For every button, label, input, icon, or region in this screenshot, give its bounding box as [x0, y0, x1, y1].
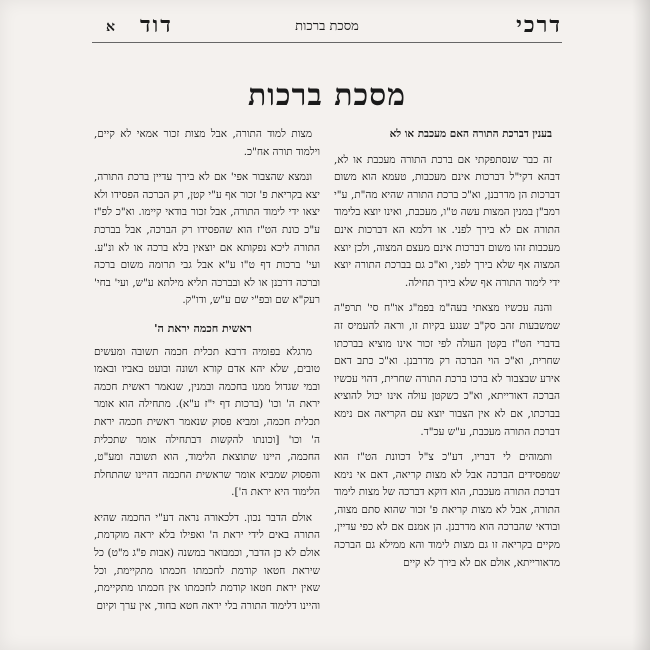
paragraph: ותמוהים לי דבריו, דע"כ צ"ל דכוונת הט"ז הוא שמפסידים הברכה אבל לא מצות קריאה, דאם אי נימא דברכת התורה מעכבת, הוא דוקא דברכה של מצות לימוד התורה, אבל לא מצות קריאת פ' זכור שהוא סתם מצוה, ובודאי שהברכה הוא מדרבנן. הן אמנם אם לא כפי עדיין, מקיים בקריאה זו גם מצות לימוד והא ממילא גם הברכה מדאורייתא, אולם אם לא בירך לא קיים [334, 451, 560, 569]
paragraph: והנה עכשיו מצאתי בעה"מ בפמ"ג או"ח סי' תרפ"ה שמשבעות זהב סק"ב שנגע בקיות זו, וראה להעמיס זה בדברי הט"ז בקטן העולה לפי זכור אינו מוציא בברכתו שחרית, וא"כ הוי הברכה רק מדרבנן. וא"כ כתב דאם אירע שבצבור לא ברכו ברכת התורה שחרית, דהוי עכשיו הברכה דאורייתא, וא"כ כשקטן עולה אינו יכול להוציא בברכתו, אם לא אין הצבור יוצא עם הקריאה אם נימא דברכת התורה מעכבת, ע"ש עכ"ד. [334, 302, 560, 438]
page-title: מסכת ברכות [247, 78, 407, 113]
header-rule [92, 42, 562, 43]
left-column [94, 126, 320, 650]
section-heading: ראשית חכמה יראת ה' [154, 321, 252, 335]
header-book-title-left: דוד [140, 12, 173, 38]
page-edge-shadow [632, 0, 650, 650]
paragraph: אולם הדבר נכון. דלכאורה נראה דע"י החכמה שהיא התורה באים לידי יראת ה' ואפילו בלא יראה מוקדמת, אולם לא כן הדבר, וכמבואר במשנה (אבות פ"ג מ"ט) כל שיראת חטאו קודמת לחכמתו חכמתו מתקיימת, וכל שאין יראת חטאו קודמת לחכמתו אין חכמתו מתקיימת, והיינו דלימוד התורה בלי יראה חטא בחוד, אין ערך וקיום [94, 511, 320, 612]
paragraph: מצות למוד התורה, אבל מצות זכור אמאי לא קיים, וילמוד תורה אח"כ. [94, 128, 320, 158]
text-columns [94, 126, 560, 650]
paragraph: ונמצא שהצבור אפי' אם לא בירך עדיין ברכת התורה, יצא בקריאת פ' זכור אף ע"י קטן, רק הברכה הפסידו ולא יצאו ידי לימוד התורה, אבל זכור בודאי קיימו. וא"כ לפ"ז ע"כ כונת הט"ז הוא שהפסידו רק הברכה, אבל בברכת התורה ליכא נפקותא אם יוצאין בלא ברכה או לא ונ"ע. ועי' ברכות דף ט"ו ע"א אבל גבי תרומה משום ברכה וברכה דרבנן או לא ובברכה תליא מילתא ע"ש, ועי' בחי' רעק"א שם ובפ"י שם ע"ש, ודו"ק. [94, 171, 320, 307]
paragraph: מרגלא בפומיה דרבא תכלית חכמה תשובה ומעשים טובים, שלא יהא אדם קורא ושונה ובועט באביו ובאמו ובמי שגדול ממנו בחכמה ובמנין, שנאמר ראשית חכמה יראת ה' וכו' (ברכות דף י"ז ע"א). מתחילה הוא אומר תכלית חכמה, ומביא פסוק שנאמר ראשית חכמה יראת ה' וכו' [וכונתו להקשות דבתחילה אומר שתכלית החכמה, היינו שתוצאת הלימוד, הוא תשובה ומע"ט, והפסוק שמביא אומר שראשית החכמה דהיינו שהתחלת הלימוד היא יראת ה']. [94, 345, 320, 499]
page-number: א [106, 19, 115, 35]
header-tractate-name: מסכת ברכות [295, 19, 359, 34]
right-column [334, 126, 560, 650]
header-book-title-right: דרכי [516, 12, 562, 38]
section-heading: בענין דברכת התורה האם מעכבת או לא [389, 128, 552, 140]
paragraph: זה כבר שנסתפקתי אם ברכת התורה מעכבת או לא, דבהא דקי"ל דברכות אינם מעכבות, טעמא הוא משום דברכות הן מדרבנן, וא"כ ברכת התורה שהיא מה"ת, ע"י רמב"ן במנין המצות עשה ט"ו, מעכבת, ואינו יוצא בלימוד התורה אם לא בירך לפני. או דלמא הא דברכות אינם מעכבות זהו משום דברכות אינם מעצם המצוה, ולכן יוצא המצוה אף שלא בירך לפני, וא"כ גם בברכת התורה יוצא ידי לימוד התורה אף שלא בירך תחילה. [334, 153, 560, 289]
running-header [92, 10, 562, 44]
